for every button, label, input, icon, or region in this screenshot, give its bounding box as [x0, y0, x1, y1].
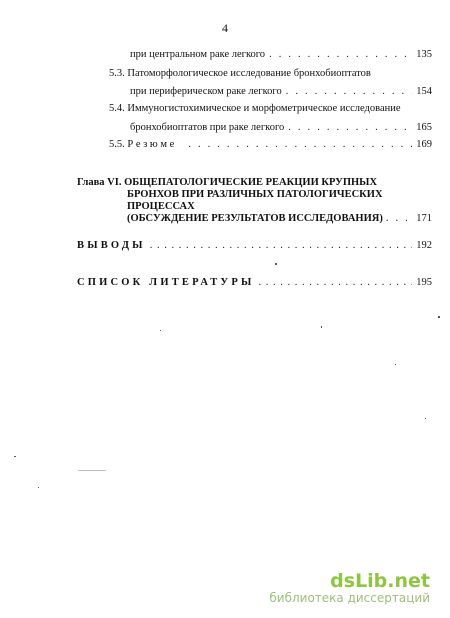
scan-speck — [438, 316, 440, 318]
toc-entry-text: при периферическом раке легкого — [130, 86, 282, 97]
toc-entry-text: 5.5. Р е з ю м е — [109, 139, 175, 150]
page-number: 4 — [222, 21, 228, 35]
toc-entry-page: 154 — [416, 86, 432, 97]
scan-speck — [14, 456, 16, 457]
scan-speck — [78, 470, 106, 471]
chapter-title-line-1: Глава VI. ОБЩЕПАТОЛОГИЧЕСКИЕ РЕАКЦИИ КРУПНЫХ — [77, 177, 378, 188]
toc-entry-references — [77, 276, 432, 289]
toc-entry-bronchobioptates — [130, 121, 432, 134]
dot-leader — [150, 239, 413, 252]
toc-entry-page: 192 — [416, 240, 432, 251]
dot-leader — [258, 276, 412, 289]
toc-entry-5-3-heading: 5.3. Патоморфологическое исследование бронхобиоптатов — [109, 68, 371, 79]
chapter-title-line-2: БРОНХОВ ПРИ РАЗЛИЧНЫХ ПАТОЛОГИЧЕСКИХ — [127, 189, 383, 200]
toc-entry-text: ВЫВОДЫ — [77, 240, 146, 251]
toc-entry-text: при центральном раке легкого — [130, 49, 266, 60]
toc-entry-chapter-6 — [127, 212, 432, 225]
toc-entry-page: 169 — [416, 139, 432, 150]
watermark-subtitle: библиотека диссертаций — [269, 591, 430, 605]
toc-entry-page: 171 — [416, 213, 432, 224]
watermark — [269, 571, 430, 606]
dot-leader — [386, 212, 413, 225]
dot-leader — [269, 48, 412, 61]
scan-speck — [38, 487, 39, 488]
scan-speck — [321, 326, 322, 328]
scan-speck — [425, 418, 426, 419]
scan-speck — [275, 263, 277, 265]
scan-speck — [395, 364, 396, 365]
toc-entry-peripheral-cancer — [130, 85, 432, 98]
toc-entry-5-4-heading: 5.4. Иммуногистохимическое и морфометрическое исследование — [109, 103, 401, 114]
toc-entry-text: (ОБСУЖДЕНИЕ РЕЗУЛЬТАТОВ ИССЛЕДОВАНИЯ) — [127, 213, 383, 224]
toc-entry-page: 165 — [416, 122, 432, 133]
scan-speck — [160, 330, 161, 331]
dot-leader — [286, 85, 413, 98]
dot-leader — [288, 121, 412, 134]
chapter-title-line-3: ПРОЦЕССАХ — [127, 201, 195, 212]
toc-entry-conclusions — [77, 239, 432, 252]
toc-entry-page: 195 — [416, 277, 432, 288]
watermark-logo: dsLib.net — [330, 570, 430, 592]
toc-entry-central-cancer — [130, 48, 432, 61]
toc-entry-text: СПИСОК ЛИТЕРАТУРЫ — [77, 277, 255, 288]
toc-entry-text: бронхобиоптатов при раке легкого — [130, 122, 285, 133]
toc-entry-page: 135 — [416, 49, 432, 60]
dot-leader — [188, 138, 412, 151]
toc-entry-5-5-summary — [109, 138, 432, 151]
